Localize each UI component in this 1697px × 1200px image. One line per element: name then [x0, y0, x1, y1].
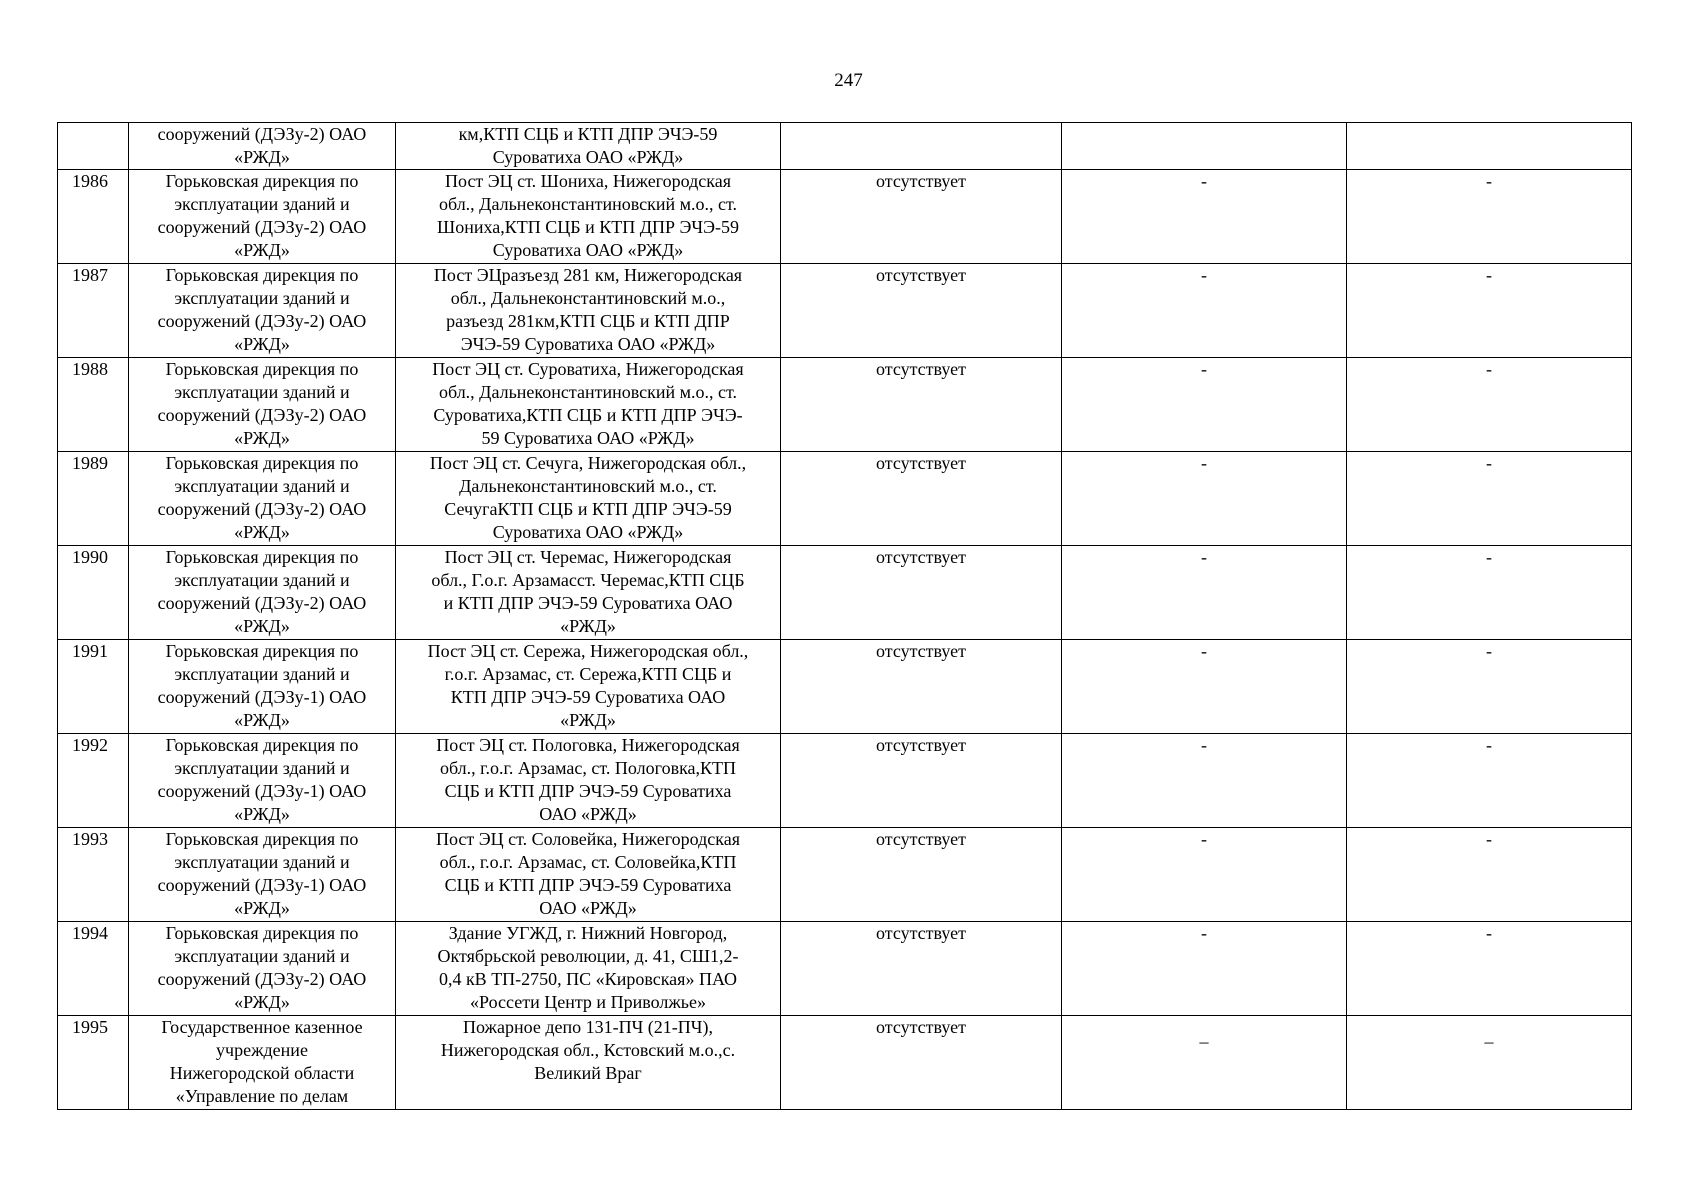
status-cell: [781, 264, 1062, 358]
column6-cell: [1347, 640, 1632, 734]
row-number: 1990: [72, 547, 108, 567]
object-text: Здание УГЖД, г. Нижний Новгород, Октябрьской революции, д. 41, СШ1,2- 0,4 кВ ТП-2750, ПС «Кировская» ПАО «Россети Центр и Приволжье»: [437, 923, 739, 1012]
object-cell: [396, 170, 781, 264]
row-number-cell: [58, 734, 129, 828]
object-text: Пост ЭЦ ст. Суроватиха, Нижегородская обл., Дальнеконстантиновский м.о., ст. Суроватиха,КТП СЦБ и КТП ДПР ЭЧЭ- 59 Суроватиха ОАО «РЖД»: [432, 359, 744, 448]
status-text: отсутствует: [875, 453, 967, 473]
status-cell: [781, 734, 1062, 828]
table-row-continuation: [58, 123, 1632, 170]
organization-text: Горьковская дирекция по эксплуатации зданий и сооружений (ДЭЗу-2) ОАО «РЖД»: [157, 171, 367, 260]
object-cell: [396, 922, 781, 1016]
organization-text: Горьковская дирекция по эксплуатации зданий и сооружений (ДЭЗу-1) ОАО «РЖД»: [157, 641, 367, 730]
table-row: [58, 640, 1632, 734]
table-row: [58, 546, 1632, 640]
column5-value: _: [1199, 1025, 1209, 1045]
column6-cell: [1347, 546, 1632, 640]
column6-value: -: [1486, 735, 1492, 755]
row-number-cell: [58, 170, 129, 264]
row-number: 1993: [72, 829, 108, 849]
column6-cell: [1347, 922, 1632, 1016]
column6-cell: [1347, 828, 1632, 922]
status-text: отсутствует: [875, 265, 967, 285]
organization-cell: [129, 123, 396, 170]
organization-cell: [129, 170, 396, 264]
column5-value: -: [1201, 171, 1207, 191]
status-text: отсутствует: [875, 171, 967, 191]
row-number-cell: [58, 828, 129, 922]
row-number: 1991: [72, 641, 108, 661]
registry-table-body: [58, 123, 1632, 1110]
status-text: отсутствует: [875, 547, 967, 567]
object-cell: [396, 546, 781, 640]
organization-cell: [129, 1016, 396, 1110]
table-row: [58, 170, 1632, 264]
column6-cell: [1347, 452, 1632, 546]
registry-table: [57, 122, 1632, 1110]
column5-value: -: [1201, 453, 1207, 473]
organization-cell: [129, 734, 396, 828]
row-number-cell: [58, 358, 129, 452]
object-text: Пост ЭЦразъезд 281 км, Нижегородская обл., Дальнеконстантиновский м.о., разъезд 281км,КТП СЦБ и КТП ДПР ЭЧЭ-59 Суроватиха ОАО «РЖД»: [433, 265, 743, 354]
object-cell: [396, 828, 781, 922]
column5-value: -: [1201, 359, 1207, 379]
column5-cell: [1062, 452, 1347, 546]
column6-cell: [1347, 734, 1632, 828]
column6-cell: [1347, 170, 1632, 264]
row-number-cell: [58, 1016, 129, 1110]
object-text: Пост ЭЦ ст. Черемас, Нижегородская обл., Г.о.г. Арзамасст. Черемас,КТП СЦБ и КТП ДПР ЭЧЭ-59 Суроватиха ОАО «РЖД»: [431, 547, 745, 636]
column6-value: -: [1486, 265, 1492, 285]
column5-cell: [1062, 358, 1347, 452]
organization-text: Горьковская дирекция по эксплуатации зданий и сооружений (ДЭЗу-2) ОАО «РЖД»: [157, 923, 367, 1012]
organization-text: Горьковская дирекция по эксплуатации зданий и сооружений (ДЭЗу-2) ОАО «РЖД»: [157, 453, 367, 542]
column5-value: -: [1201, 265, 1207, 285]
organization-cell: [129, 452, 396, 546]
status-text: отсутствует: [875, 641, 967, 661]
column6-cell: [1347, 358, 1632, 452]
column5-cell: [1062, 922, 1347, 1016]
organization-cell: [129, 546, 396, 640]
object-cell: [396, 734, 781, 828]
row-number: 1986: [72, 171, 108, 191]
column5-cell: [1062, 123, 1347, 170]
column5-value: -: [1201, 923, 1207, 943]
row-number: 1995: [72, 1017, 108, 1037]
row-number: 1994: [72, 923, 108, 943]
object-text: Пост ЭЦ ст. Пологовка, Нижегородская обл., г.о.г. Арзамас, ст. Пологовка,КТП СЦБ и КТП ДПР ЭЧЭ-59 Суроватиха ОАО «РЖД»: [436, 735, 740, 824]
column5-value: -: [1201, 829, 1207, 849]
table-row: [58, 734, 1632, 828]
organization-cell: [129, 828, 396, 922]
object-text: Пожарное депо 131-ПЧ (21-ПЧ), Нижегородская обл., Кстовский м.о.,с. Великий Враг: [440, 1017, 736, 1083]
status-cell: [781, 922, 1062, 1016]
column6-value: -: [1486, 923, 1492, 943]
table-row: [58, 828, 1632, 922]
column6-value: _: [1484, 1025, 1494, 1045]
column6-value: -: [1486, 453, 1492, 473]
row-number-cell: [58, 546, 129, 640]
column6-cell: [1347, 123, 1632, 170]
column6-value: -: [1486, 359, 1492, 379]
status-text: отсутствует: [875, 735, 967, 755]
row-number-cell: [58, 922, 129, 1016]
row-number-cell: [58, 452, 129, 546]
status-text: отсутствует: [875, 923, 967, 943]
object-cell: [396, 358, 781, 452]
column6-value: -: [1486, 641, 1492, 661]
column6-value: -: [1486, 547, 1492, 567]
column5-cell: [1062, 828, 1347, 922]
column5-value: -: [1201, 735, 1207, 755]
status-cell: [781, 546, 1062, 640]
page-number: 247: [834, 70, 863, 91]
organization-text: Горьковская дирекция по эксплуатации зданий и сооружений (ДЭЗу-1) ОАО «РЖД»: [157, 829, 367, 918]
column5-cell: [1062, 640, 1347, 734]
organization-text: Горьковская дирекция по эксплуатации зданий и сооружений (ДЭЗу-2) ОАО «РЖД»: [157, 359, 367, 448]
object-cell: [396, 1016, 781, 1110]
row-number: 1987: [72, 265, 108, 285]
column6-value: -: [1486, 829, 1492, 849]
object-text: Пост ЭЦ ст. Сережа, Нижегородская обл., г.о.г. Арзамас, ст. Сережа,КТП СЦБ и КТП ДПР ЭЧЭ-59 Суроватиха ОАО «РЖД»: [427, 641, 749, 730]
organization-cell: [129, 640, 396, 734]
column5-cell: [1062, 264, 1347, 358]
organization-text: сооружений (ДЭЗу-2) ОАО «РЖД»: [157, 124, 367, 167]
object-text: Пост ЭЦ ст. Сечуга, Нижегородская обл., Дальнеконстантиновский м.о., ст. СечугаКТП СЦБ и КТП ДПР ЭЧЭ-59 Суроватиха ОАО «РЖД»: [429, 453, 747, 542]
status-cell: [781, 828, 1062, 922]
organization-cell: [129, 358, 396, 452]
organization-text: Горьковская дирекция по эксплуатации зданий и сооружений (ДЭЗу-2) ОАО «РЖД»: [157, 547, 367, 636]
table-row: [58, 452, 1632, 546]
column5-value: -: [1201, 547, 1207, 567]
status-text: отсутствует: [875, 1017, 967, 1037]
table-row: [58, 264, 1632, 358]
organization-text: Горьковская дирекция по эксплуатации зданий и сооружений (ДЭЗу-2) ОАО «РЖД»: [157, 265, 367, 354]
organization-cell: [129, 922, 396, 1016]
status-cell: [781, 640, 1062, 734]
column6-cell: [1347, 264, 1632, 358]
object-cell: [396, 640, 781, 734]
column6-value: -: [1486, 171, 1492, 191]
row-number: 1989: [72, 453, 108, 473]
column5-cell: [1062, 170, 1347, 264]
organization-text: Государственное казенное учреждение Нижегородской области «Управление по делам: [161, 1017, 363, 1106]
status-cell: [781, 1016, 1062, 1110]
row-number-cell: [58, 123, 129, 170]
column5-cell: [1062, 546, 1347, 640]
column5-value: -: [1201, 641, 1207, 661]
object-text: Пост ЭЦ ст. Шониха, Нижегородская обл., Дальнеконстантиновский м.о., ст. Шониха,КТП СЦБ и КТП ДПР ЭЧЭ-59 Суроватиха ОАО «РЖД»: [437, 171, 739, 260]
object-cell: [396, 264, 781, 358]
status-cell: [781, 358, 1062, 452]
status-cell: [781, 123, 1062, 170]
table-row: [58, 922, 1632, 1016]
row-number: 1988: [72, 359, 108, 379]
status-cell: [781, 452, 1062, 546]
organization-text: Горьковская дирекция по эксплуатации зданий и сооружений (ДЭЗу-1) ОАО «РЖД»: [157, 735, 367, 824]
status-cell: [781, 170, 1062, 264]
row-number-cell: [58, 264, 129, 358]
column5-cell: [1062, 1016, 1347, 1110]
object-cell: [396, 452, 781, 546]
table-row: [58, 358, 1632, 452]
row-number: 1992: [72, 735, 108, 755]
object-text: км,КТП СЦБ и КТП ДПР ЭЧЭ-59 Суроватиха ОАО «РЖД»: [458, 124, 718, 167]
row-number-cell: [58, 640, 129, 734]
column5-cell: [1062, 734, 1347, 828]
column6-cell: [1347, 1016, 1632, 1110]
status-text: отсутствует: [875, 829, 967, 849]
status-text: отсутствует: [875, 359, 967, 379]
organization-cell: [129, 264, 396, 358]
object-cell: [396, 123, 781, 170]
object-text: Пост ЭЦ ст. Соловейка, Нижегородская обл., г.о.г. Арзамас, ст. Соловейка,КТП СЦБ и КТП ДПР ЭЧЭ-59 Суроватиха ОАО «РЖД»: [435, 829, 741, 918]
table-row: [58, 1016, 1632, 1110]
